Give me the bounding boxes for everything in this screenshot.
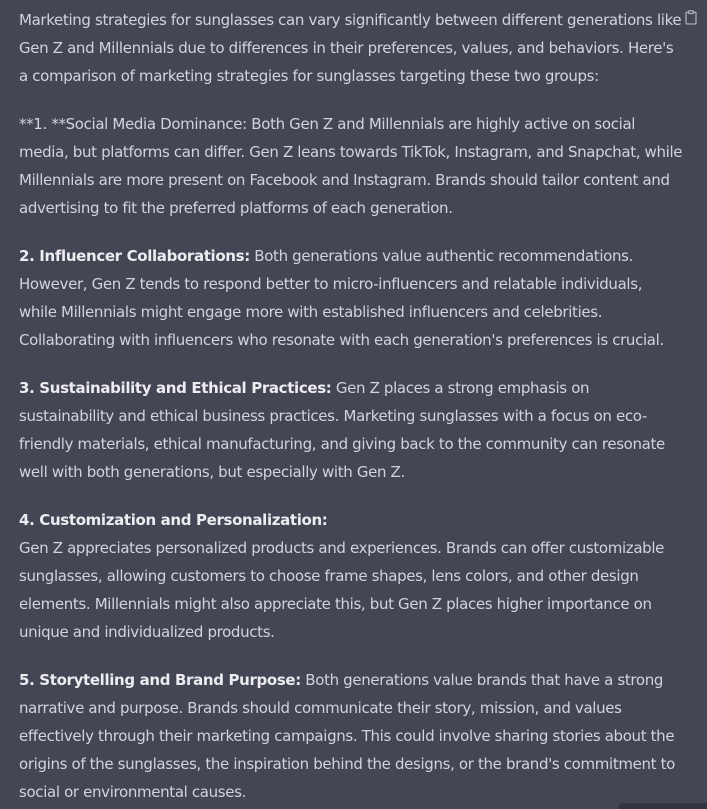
section-3-heading: 3. Sustainability and Ethical Practices: (19, 379, 332, 397)
section-5-body: Both generations value brands that have a strong narrative and purpose. Brands should communicate their story, mission, and values effectively through their marketing campaigns. This could involve sharing stories about the origins of the sunglasses, the inspiration behind the designs, or the brand's commitment to social or environmental causes. (19, 671, 675, 801)
section-4-body: Gen Z appreciates personalized products and experiences. Brands can offer customizable sunglasses, allowing customers to choose frame shapes, lens colors, and other design elements. Millennials might also appreciate this, but Gen Z places higher importance on unique and individualized products. (19, 539, 665, 641)
assistant-message (19, 6, 684, 809)
clipboard-icon[interactable] (685, 10, 697, 25)
section-3-body: Gen Z places a strong emphasis on sustainability and ethical business practices. Marketing sunglasses with a focus on eco-friendly materials, ethical manufacturing, and giving back to the community can resonate well with both generations, but especially with Gen Z. (19, 379, 665, 481)
section-1-body: **1. **Social Media Dominance: Both Gen Z and Millennials are highly active on social media, but platforms can differ. Gen Z leans towards TikTok, Instagram, and Snapchat, while Millennials are more present on Facebook and Instagram. Brands should tailor content and advertising to fit the preferred platforms of each generation. (19, 115, 683, 217)
section-1 (19, 110, 684, 222)
section-5-heading: 5. Storytelling and Brand Purpose: (19, 671, 301, 689)
section-5 (19, 666, 684, 806)
scroll-edge (619, 803, 707, 809)
section-2 (19, 242, 684, 354)
section-3 (19, 374, 684, 486)
section-2-body: Both generations value authentic recommendations. However, Gen Z tends to respond better to micro-influencers and relatable individuals, while Millennials might engage more with established influencers and celebrities. Collaborating with influencers who resonate with each generation's preferences is crucial. (19, 247, 664, 349)
message-intro: Marketing strategies for sunglasses can vary significantly between different generations like Gen Z and Millennials due to differences in their preferences, values, and behaviors. Here's a comparison of marketing strategies for sunglasses targeting these two groups: (19, 11, 682, 85)
section-4 (19, 506, 684, 646)
section-4-heading: 4. Customization and Personalization: (19, 511, 328, 529)
section-2-heading: 2. Influencer Collaborations: (19, 247, 250, 265)
